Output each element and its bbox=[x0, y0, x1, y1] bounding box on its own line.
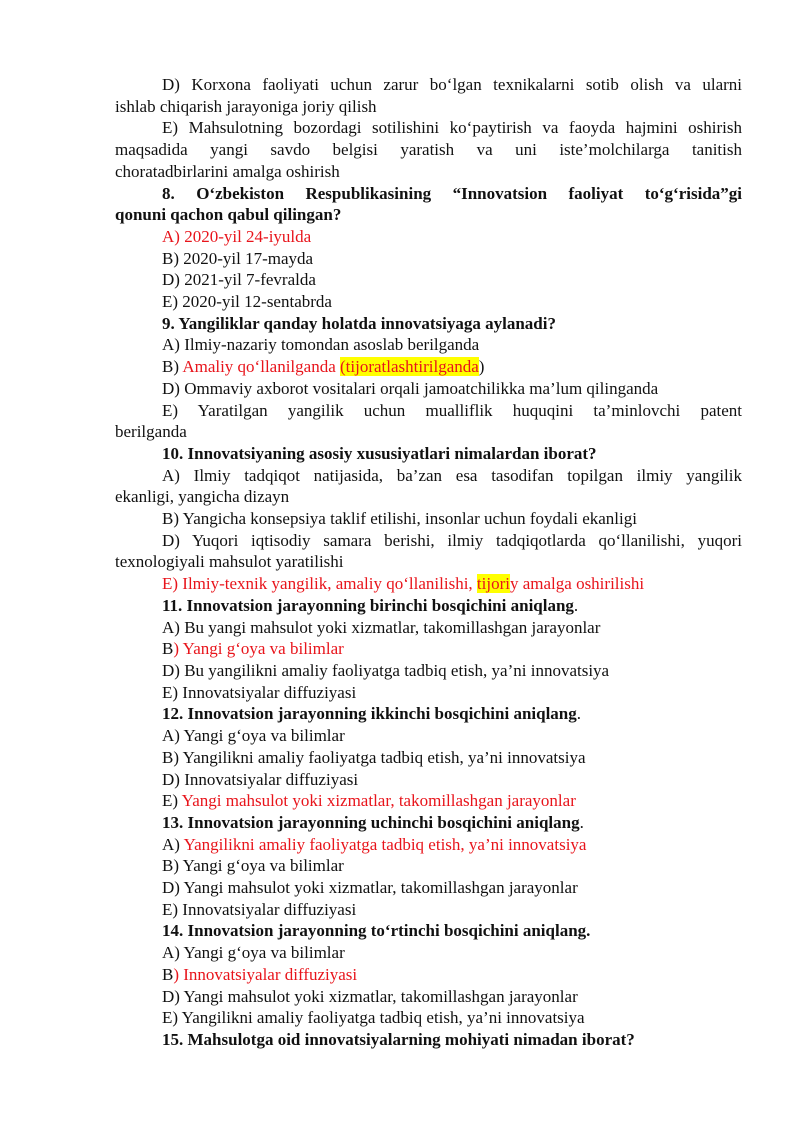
question-11-option-d bbox=[115, 660, 742, 682]
question-period: . bbox=[573, 595, 579, 615]
answer-correct: ) Innovatsiyalar diffuziyasi bbox=[173, 964, 358, 984]
question-text: 9. Yangiliklar qanday holatda innovatsiyaga aylanadi? bbox=[162, 313, 556, 333]
question-text: 12. Innovatsion jarayonning ikkinchi bosqichini aniqlang bbox=[162, 704, 577, 724]
question-8-option-d bbox=[115, 269, 742, 291]
option-text: ishlab chiqarish jarayoniga joriy qilish bbox=[115, 96, 377, 116]
option-e-prev-line3 bbox=[115, 161, 742, 183]
answer-correct: Yangilikni amaliy faoliyatga tadbiq etish, ya’ni innovatsiya bbox=[183, 834, 587, 854]
option-text: D) Ommaviy axborot vositalari orqali jamoatchilikka ma’lum qilinganda bbox=[162, 378, 659, 398]
question-9-option-e-line1 bbox=[115, 400, 742, 422]
document-page bbox=[115, 74, 742, 1051]
question-9-option-e-line2 bbox=[115, 421, 742, 443]
option-text: D) Innovatsiyalar diffuziyasi bbox=[162, 769, 359, 789]
option-e-prev-line1 bbox=[115, 117, 742, 139]
option-text: B) 2020-yil 17-mayda bbox=[162, 248, 314, 268]
question-9-option-a bbox=[115, 334, 742, 356]
question-10-option-e bbox=[115, 573, 742, 595]
option-text: A) Yangi g‘oya va bilimlar bbox=[162, 943, 345, 963]
question-13-option-d bbox=[115, 877, 742, 899]
question-11-title bbox=[115, 595, 742, 617]
question-text: qonuni qachon qabul qilingan? bbox=[115, 205, 342, 225]
option-text: E) Yangilikni amaliy faoliyatga tadbiq etish, ya’ni innovatsiya bbox=[162, 1008, 585, 1028]
question-9-title bbox=[115, 313, 742, 335]
question-8-title-line2 bbox=[115, 204, 742, 226]
question-text: 15. Mahsulotga oid innovatsiyalarning mohiyati nimadan iborat? bbox=[162, 1029, 635, 1049]
option-text: E) Yaratilgan yangilik uchun mualliflik huquqini ta’minlovchi patent bbox=[162, 400, 742, 420]
option-prefix: A) bbox=[162, 834, 184, 854]
question-14-option-b bbox=[115, 964, 742, 986]
question-10-title bbox=[115, 443, 742, 465]
answer-correct: ) Yangi g‘oya va bilimlar bbox=[173, 639, 344, 659]
option-prefix: E) bbox=[162, 791, 182, 811]
option-d-prev-line2 bbox=[115, 96, 742, 118]
question-8-option-a bbox=[115, 226, 742, 248]
option-text: A) Ilmiy-nazariy tomondan asoslab berilganda bbox=[162, 335, 480, 355]
question-10-option-a-line1 bbox=[115, 465, 742, 487]
option-text: maqsadida yangi savdo belgisi yaratish va uni iste’molchilarga tanitish bbox=[115, 140, 742, 160]
option-prefix: B bbox=[162, 639, 174, 659]
question-text: 14. Innovatsion jarayonning to‘rtinchi bosqichini aniqlang. bbox=[162, 921, 591, 941]
question-8-option-b bbox=[115, 248, 742, 270]
answer-highlight: tijori bbox=[476, 574, 510, 594]
question-14-option-e bbox=[115, 1007, 742, 1029]
question-8-title-line1 bbox=[115, 183, 742, 205]
answer-correct: E) Ilmiy-texnik yangilik, amaliy qo‘llanilishi, bbox=[162, 574, 477, 594]
question-11-option-e bbox=[115, 682, 742, 704]
question-text: 11. Innovatsion jarayonning birinchi bosqichini aniqlang bbox=[162, 595, 574, 615]
question-9-option-b bbox=[115, 356, 742, 378]
option-text: A) Ilmiy tadqiqot natijasida, ba’zan esa tasodifan topilgan ilmiy yangilik bbox=[162, 465, 742, 485]
option-text: E) 2020-yil 12-sentabrda bbox=[162, 292, 332, 312]
question-period: . bbox=[579, 812, 584, 832]
question-13-title bbox=[115, 812, 742, 834]
option-text: B) Yangilikni amaliy faoliyatga tadbiq etish, ya’ni innovatsiya bbox=[162, 747, 586, 767]
option-text: E) Mahsulotning bozordagi sotilishini ko‘paytirish va faoyda hajmini oshirish bbox=[162, 118, 742, 138]
option-text: D) 2021-yil 7-fevralda bbox=[162, 270, 316, 290]
question-14-title bbox=[115, 920, 742, 942]
question-13-option-e bbox=[115, 899, 742, 921]
question-12-option-b bbox=[115, 747, 742, 769]
option-text: A) Bu yangi mahsulot yoki xizmatlar, takomillashgan jarayonlar bbox=[162, 617, 601, 637]
answer-highlight: (tijoratlashtirilganda bbox=[340, 357, 479, 377]
option-text: E) Innovatsiyalar diffuziyasi bbox=[162, 899, 357, 919]
question-13-option-a bbox=[115, 834, 742, 856]
question-9-option-d bbox=[115, 378, 742, 400]
question-12-option-d bbox=[115, 769, 742, 791]
question-14-option-d bbox=[115, 986, 742, 1008]
option-text: D) Bu yangilikni amaliy faoliyatga tadbiq etish, ya’ni innovatsiya bbox=[162, 660, 610, 680]
option-text: D) Yangi mahsulot yoki xizmatlar, takomillashgan jarayonlar bbox=[162, 878, 578, 898]
answer-correct: Yangi mahsulot yoki xizmatlar, takomillashgan jarayonlar bbox=[181, 791, 576, 811]
question-10-option-d-line1 bbox=[115, 530, 742, 552]
option-suffix: ) bbox=[478, 357, 485, 377]
question-10-option-a-line2 bbox=[115, 486, 742, 508]
option-text: D) Korxona faoliyati uchun zarur bo‘lgan texnikalarni sotib olish va ularni bbox=[162, 75, 742, 94]
option-text: D) Yangi mahsulot yoki xizmatlar, takomillashgan jarayonlar bbox=[162, 986, 578, 1006]
option-text: B) Yangi g‘oya va bilimlar bbox=[162, 856, 344, 876]
option-text: berilganda bbox=[115, 422, 187, 442]
question-text: 13. Innovatsion jarayonning uchinchi bosqichini aniqlang bbox=[162, 812, 580, 832]
question-15-title bbox=[115, 1029, 742, 1051]
question-text: 10. Innovatsiyaning asosiy xususiyatlari nimalardan iborat? bbox=[162, 443, 597, 463]
question-8-option-e bbox=[115, 291, 742, 313]
question-period: . bbox=[576, 704, 582, 724]
option-text: E) Innovatsiyalar diffuziyasi bbox=[162, 682, 357, 702]
question-10-option-d-line2 bbox=[115, 551, 742, 573]
option-prefix: B) bbox=[162, 357, 183, 377]
option-text: texnologiyali mahsulot yaratilishi bbox=[115, 552, 344, 572]
question-10-option-b bbox=[115, 508, 742, 530]
question-11-option-b bbox=[115, 638, 742, 660]
option-text: A) Yangi g‘oya va bilimlar bbox=[162, 726, 345, 746]
option-d-prev-line1 bbox=[115, 74, 742, 96]
question-13-option-b bbox=[115, 855, 742, 877]
option-e-prev-line2 bbox=[115, 139, 742, 161]
question-12-option-e bbox=[115, 790, 742, 812]
answer-correct: y amalga oshirilishi bbox=[509, 574, 645, 594]
option-prefix: B bbox=[162, 964, 174, 984]
option-text: ekanligi, yangicha dizayn bbox=[115, 487, 290, 507]
question-11-option-a bbox=[115, 617, 742, 639]
option-text: choratadbirlarini amalga oshirish bbox=[115, 161, 340, 181]
question-text: 8. O‘zbekiston Respublikasining “Innovatsion faoliyat to‘g‘risida”gi bbox=[162, 183, 742, 203]
option-text: B) Yangicha konsepsiya taklif etilishi, insonlar uchun foydali ekanligi bbox=[162, 509, 637, 529]
option-text: D) Yuqori iqtisodiy samara berishi, ilmiy tadqiqotlarda qo‘llanilishi, yuqori bbox=[162, 530, 742, 550]
answer-correct: Amaliy qo‘llanilganda bbox=[182, 357, 340, 377]
question-12-option-a bbox=[115, 725, 742, 747]
question-14-option-a bbox=[115, 942, 742, 964]
question-12-title bbox=[115, 703, 742, 725]
answer-correct: A) 2020-yil 24-iyulda bbox=[162, 226, 312, 246]
